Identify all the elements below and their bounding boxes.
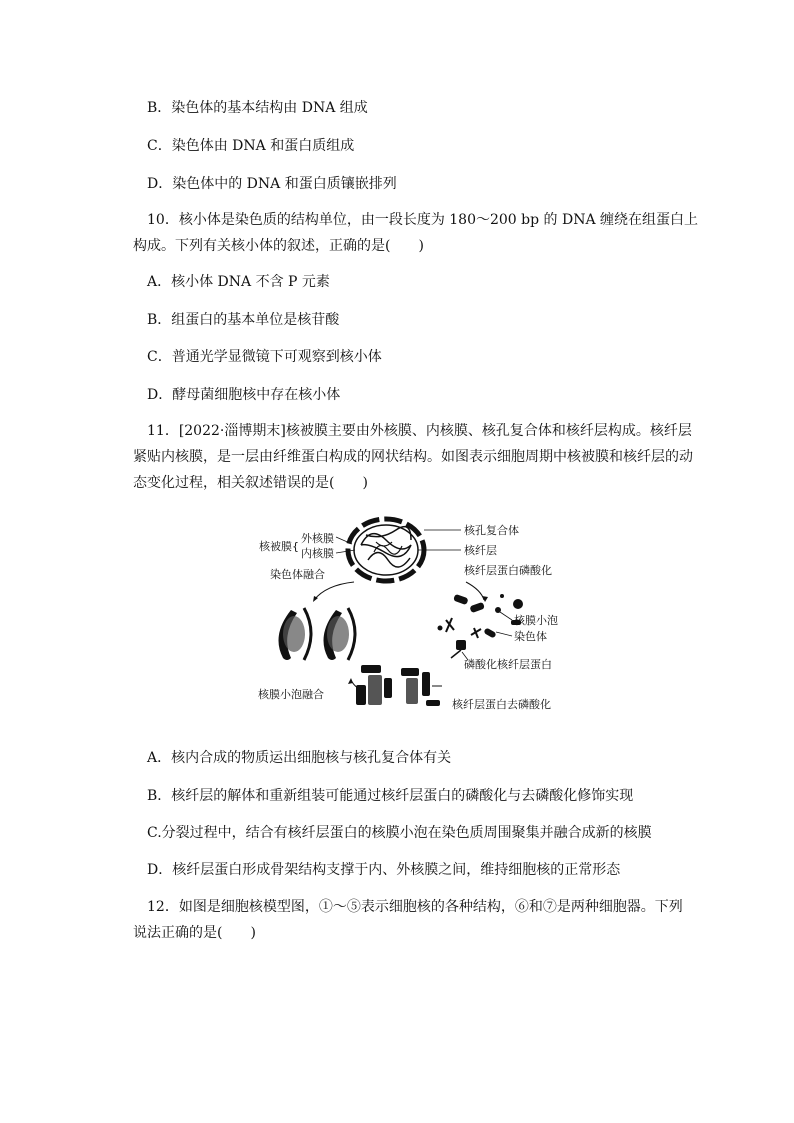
reforming-nuclei: [279, 608, 356, 660]
label-lamin-phosphorylation: 核纤层蛋白磷酸化: [464, 564, 552, 577]
q11-option-d: D．核纤层蛋白形成骨架结构支撑于内、外核膜之间，维持细胞核的正常形态: [147, 862, 621, 878]
nuclear-envelope-cycle-diagram: [256, 500, 566, 720]
vesicle-fusion-group: [356, 665, 440, 706]
q10-option-a: A．核小体 DNA 不含 P 元素: [147, 274, 330, 290]
q12-stem-line2: 说法正确的是( ): [133, 925, 256, 941]
q9-option-c: C．染色体由 DNA 和蛋白质组成: [147, 138, 355, 154]
label-pore-complex: 核孔复合体: [464, 524, 519, 537]
label-nuclear-envelope: 核被膜: [259, 540, 292, 553]
q9-option-d: D．染色体中的 DNA 和蛋白质镶嵌排列: [147, 176, 397, 192]
q9-option-b: B．染色体的基本结构由 DNA 组成: [147, 100, 368, 116]
q10-option-c: C．普通光学显微镜下可观察到核小体: [147, 349, 382, 365]
label-vesicle: 核膜小泡: [514, 614, 558, 627]
label-vesicle-fusion: 核膜小泡融合: [258, 688, 324, 701]
vesicles-and-chromosomes: [438, 594, 524, 658]
label-outer-membrane: 外核膜: [301, 532, 334, 545]
q11-option-c: C.分裂过程中，结合有核纤层蛋白的核膜小泡在染色质周围聚集并融合成新的核膜: [147, 825, 652, 841]
intact-nucleus: [348, 519, 424, 581]
q11-option-a: A．核内合成的物质运出细胞核与核孔复合体有关: [147, 750, 452, 766]
brace-glyph: {: [292, 540, 299, 553]
label-phosphorylated-lamin: 磷酸化核纤层蛋白: [464, 658, 552, 671]
label-chromosome-fusion: 染色体融合: [270, 568, 325, 581]
q11-stem-line1: 11．[2022·淄博期末]核被膜主要由外核膜、内核膜、核孔复合体和核纤层构成。核纤层: [147, 423, 692, 439]
q10-stem-line2: 构成。下列有关核小体的叙述，正确的是( ): [133, 238, 424, 254]
label-chromosome: 染色体: [514, 630, 547, 643]
q12-stem-line1: 12．如图是细胞核模型图，①～⑤表示细胞核的各种结构，⑥和⑦是两种细胞器。下列: [147, 899, 683, 915]
q10-option-b: B．组蛋白的基本单位是核苷酸: [147, 312, 340, 328]
label-lamin-dephosphorylation: 核纤层蛋白去磷酸化: [452, 698, 551, 711]
q11-stem-line2: 紧贴内核膜，是一层由纤维蛋白构成的网状结构。如图表示细胞周期中核被膜和核纤层的动: [133, 449, 693, 465]
q10-option-d: D．酵母菌细胞核中存在核小体: [147, 387, 341, 403]
q10-stem-line1: 10．核小体是染色质的结构单位，由一段长度为 180～200 bp 的 DNA 缠绕在组蛋白上: [147, 212, 699, 228]
label-lamina: 核纤层: [464, 544, 497, 557]
q11-stem-line3: 态变化过程，相关叙述错误的是( ): [133, 475, 368, 491]
label-inner-membrane: 内核膜: [301, 547, 334, 560]
q11-option-b: B．核纤层的解体和重新组装可能通过核纤层蛋白的磷酸化与去磷酸化修饰实现: [147, 788, 634, 804]
